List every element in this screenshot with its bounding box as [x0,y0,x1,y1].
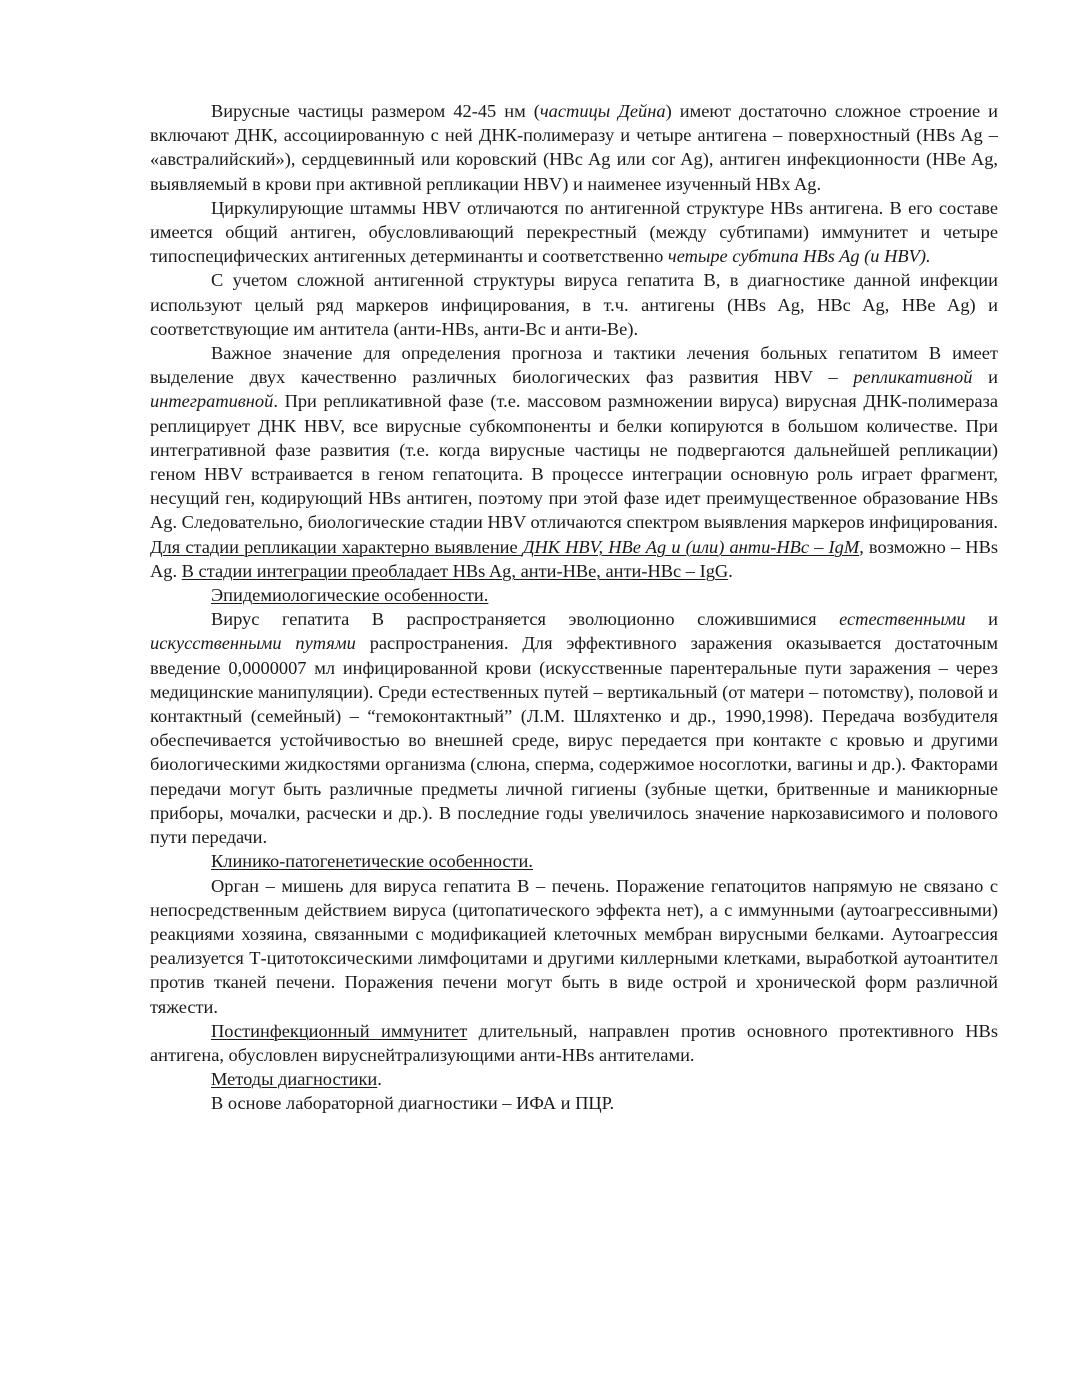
para-liver [150,874,998,1019]
document-body [150,99,998,1116]
heading-diagnostics [150,1067,998,1091]
para-lab-diagnostics [150,1091,998,1115]
text-segment: интегративной [150,391,274,412]
text-segment: Важное значение для определения прогноза и тактики лечения больных гепатитом В имеет выделение двух качественно различных биологических фаз развития HBV – [150,343,998,388]
text-segment: С учетом сложной антигенной структуры вируса гепатита В, в диагностике данной инфекции используют целый ряд маркеров инфицирования, в т.ч. антигены (HBs Ag, HBc Ag, HBe Ag) и соответствующие им антитела (анти-HBs, анти-Bc и анти-Be). [150,270,998,339]
text-segment: искусственными путями [150,633,356,654]
text-segment: Вирусные частицы размером 42-45 нм ( [211,101,540,121]
para-dane-particles [150,99,998,196]
text-segment: Клинико-патогенетические особенности. [211,851,533,872]
text-segment: . При репликативной фазе (т.е. массовом размножении вируса) вирусная ДНК-полимераза реплицирует ДНК HBV, все вирусные субкомпоненты и белки копируются в большом количестве. При интегративной фазе развития (т.е. когда вирусные частицы не подвергаются дальнейшей репликации) геном HBV встраивается в геном гепатоцита. В процессе интеграции основную роль играет фрагмент, несущий ген, кодирующий HBs антиген, поэтому при этой фазе идет преимущественное образование HBs Ag. Следовательно, биологические стадии HBV отличаются спектром выявления маркеров инфицирования. [150,391,998,533]
text-segment: ) имеют достаточно сложное строение и включают ДНК, ассоциированную с ней ДНК-полимеразу и четыре антигена – поверхностный (HBs Ag – «австралийский»), сердцевинный или коровский (HBc Ag или cor Ag), антиген инфекционности (HBe Ag, выявляемый в крови при активной репликации HBV) и наименее изученный HBx Ag. [150,101,999,194]
text-segment: Для стадии репликации характерно выявление [150,536,523,557]
text-segment: Постинфекционный иммунитет [211,1020,468,1041]
text-segment: длительный, направлен против основного протективного HBs антигена, обусловлен вируснейтрализующими анти-HBs антителами. [150,1020,998,1065]
text-segment: . [728,560,733,581]
text-segment: ДНК HBV, HBe Ag и (или) анти-HBc – IgM [522,536,860,557]
text-segment: Вирус гепатита В распространяется эволюционно сложившимися [211,609,840,630]
text-segment: , возможно – HBs Ag. [150,536,998,581]
heading-pathogenesis [150,849,998,873]
text-segment: естественными [839,609,966,630]
text-segment: и [972,367,998,388]
text-segment: репликативной [853,367,973,388]
text-segment: Методы диагностики [211,1069,378,1090]
text-segment: четыре субтипа HBs Ag (и HBV). [667,246,931,267]
text-segment: Циркулирующие штаммы HBV отличаются по антигенной структуре HBs антигена. В его составе имеется общий антиген, обусловливающий перекрестный (между субтипами) иммунитет и четыре типоспецифических антигенных детерминанты и соответственно [150,197,998,267]
text-segment: Эпидемиологические особенности. [211,585,489,606]
text-segment: и [965,609,998,630]
para-subtypes [150,196,998,269]
para-markers [150,268,998,341]
text-segment: . [377,1069,382,1090]
para-immunity [150,1019,998,1067]
text-segment: В основе лабораторной диагностики – ИФА и ПЦР. [211,1093,615,1114]
heading-epidemiology [150,583,998,607]
text-segment: В стадии интеграции преобладает HBs Ag, анти-HBe, анти-HBc – IgG [181,560,729,581]
para-phases [150,341,998,583]
text-segment: частицы Дейна [539,101,666,121]
text-segment: Орган – мишень для вируса гепатита В – печень. Поражение гепатоцитов напрямую не связано с непосредственным действием вируса (цитопатического эффекта нет), а с иммунными (аутоагрессивными) реакциями хозяина, связанными с модификацией клеточных мембран вирусными белками. Аутоагрессия реализуется Т-цитотоксическими лимфоцитами и другими киллерными клетками, выработкой аутоантител против тканей печени. Поражения печени могут быть в виде острой и хронической форм различной тяжести. [150,875,998,1017]
text-segment: распространения. Для эффективного заражения оказывается достаточным введение 0,0000007 мл инфицированной крови (искусственные парентеральные пути заражения – через медицинские манипуляции). Среди естественных путей – вертикальный (от матери – потомству), половой и контактный (семейный) – “гемоконтактный” (Л.М. Шляхтенко и др., 1990,1998). Передача возбудителя обеспечивается устойчивостью во внешней среде, вирус передается при контакте с кровью и другими биологическими жидкостями организма (слюна, сперма, содержимое носоглотки, вагины и др.). Факторами передачи могут быть различные предметы личной гигиены (зубные щетки, бритвенные и маникюрные приборы, мочалки, расчески и др.). В последние годы увеличилось значение наркозависимого и полового пути передачи. [150,633,999,848]
para-transmission [150,607,998,849]
